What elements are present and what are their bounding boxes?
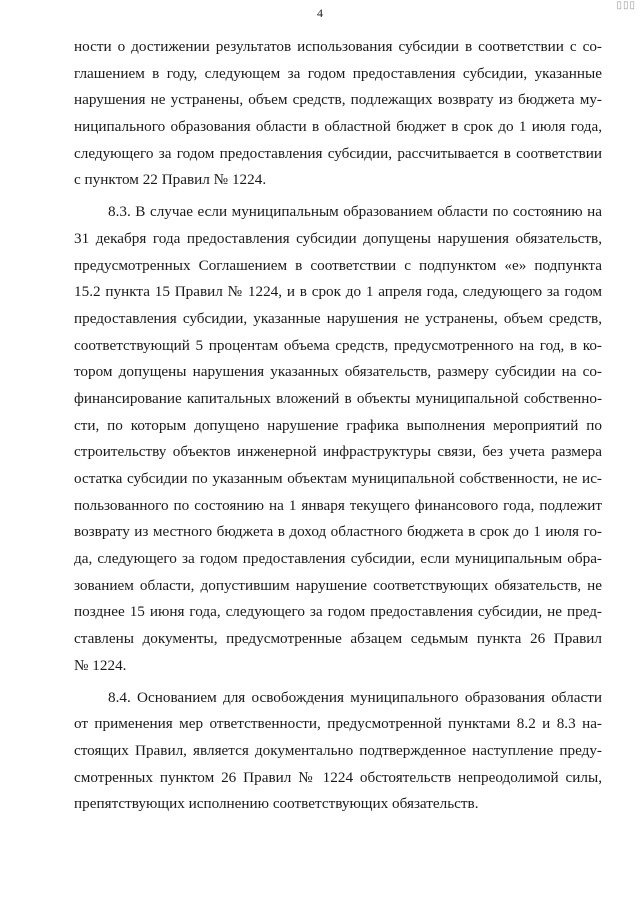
paragraph-clause-8-3 [74, 199, 602, 679]
text-line: 31 декабря года предоставления субсидии допущены нарушения обязательств, [74, 229, 602, 247]
text-line: от применения мер ответственности, предусмотренной пунктами 8.2 и 8.3 на- [74, 715, 602, 733]
text-line: № 1224. [74, 656, 127, 674]
text-line: 8.3. В случае если муниципальным образованием области по состоянию на [108, 203, 602, 221]
text-line: ности о достижении результатов использования субсидии в соответствии с со- [74, 38, 602, 55]
corner-scan-mark: ▯▯▯ [616, 0, 636, 11]
text-line: сти, по которым допущено нарушение графика выполнения мероприятий по [74, 416, 602, 434]
text-line: строительству объектов инженерной инфраструктуры связи, без учета размера [74, 443, 602, 461]
text-line: глашением в году, следующем за годом предоставления субсидии, указанные [74, 64, 602, 82]
document-body [74, 34, 602, 818]
text-line: 8.4. Основанием для освобождения муниципального образования области [108, 688, 602, 706]
paragraph-continuation [74, 34, 602, 194]
text-line: нарушения не устранены, объем средств, подлежащих возврату из бюджета му- [74, 91, 602, 109]
text-line: соответствующий 5 процентам объема средств, предусмотренного на год, в ко- [74, 336, 602, 354]
paragraph-clause-8-4 [74, 685, 602, 818]
text-line: препятствующих исполнению соответствующих обязательств. [74, 795, 479, 813]
text-line: 15.2 пункта 15 Правил № 1224, и в срок до 1 апреля года, следующего за годом [74, 283, 602, 301]
text-line: тором допущены нарушения указанных обязательств, размеру субсидии на со- [74, 363, 602, 381]
text-line: пользованного по состоянию на 1 января текущего финансового года, подлежит [74, 496, 602, 514]
text-line: ниципального образования области в областной бюджет в срок до 1 июля года, [74, 118, 602, 136]
text-line: остатка субсидии по указанным объектам муниципальной собственности, не ис- [74, 470, 602, 487]
text-line: финансирование капитальных вложений в объекты муниципальной собственно- [74, 389, 602, 407]
text-line: возврату из местного бюджета в доход областного бюджета в срок до 1 июля го- [74, 523, 602, 541]
text-line: да, следующего за годом предоставления субсидии, если муниципальным обра- [74, 550, 602, 568]
text-line: стоящих Правил, является документально подтвержденное наступление преду- [74, 741, 602, 759]
text-line: ставлены документы, предусмотренные абзацем седьмым пункта 26 Правил [74, 630, 602, 648]
text-line: предоставления субсидии, указанные нарушения не устранены, объем средств, [74, 309, 602, 327]
text-line: следующего за годом предоставления субсидии, рассчитывается в соответствии [74, 144, 602, 162]
text-line: позднее 15 июня года, следующего за годом предоставления субсидии, не пред- [74, 603, 602, 621]
text-line: смотренных пунктом 26 Правил № 1224 обстоятельств непреодолимой силы, [74, 768, 602, 786]
page-number: 4 [317, 6, 323, 20]
text-line: зованием области, допустившим нарушение соответствующих обязательств, не [74, 576, 602, 594]
text-line: предусмотренных Соглашением в соответствии с подпунктом «е» подпункта [74, 256, 602, 274]
text-line: с пунктом 22 Правил № 1224. [74, 171, 267, 189]
